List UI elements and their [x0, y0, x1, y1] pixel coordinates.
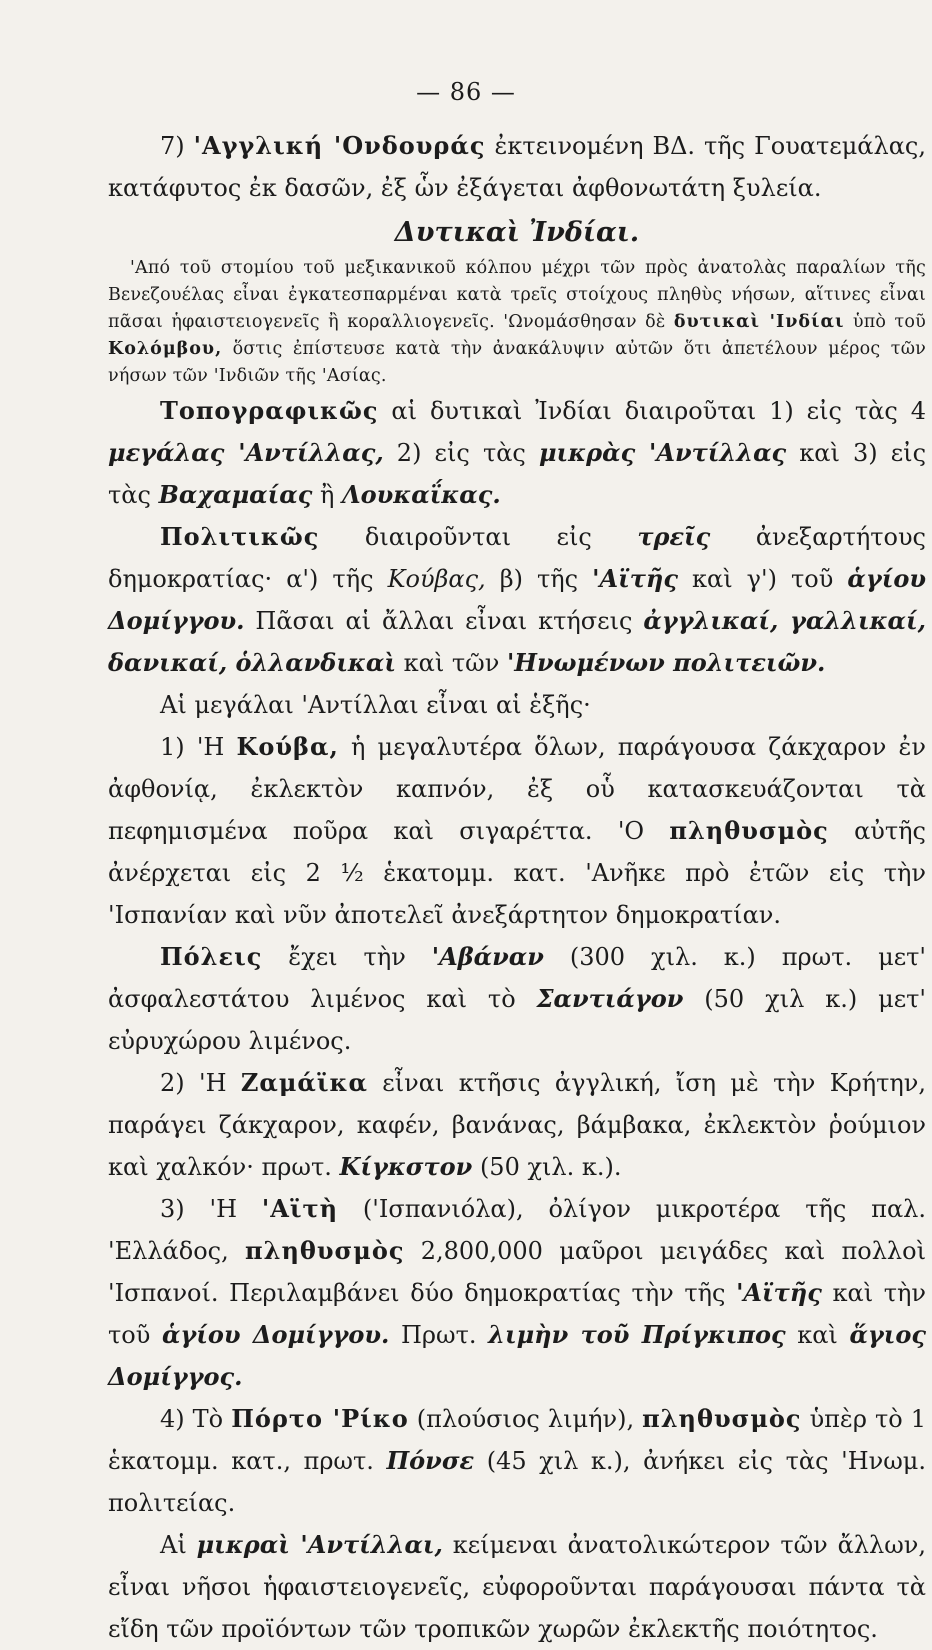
paragraph-text: Αἱ: [160, 1531, 197, 1559]
paragraph-cities: [108, 936, 926, 1062]
italic-term: 'Ηνωμένων πολιτειῶν.: [506, 648, 826, 677]
paragraph-haiti: [108, 1188, 926, 1398]
place-name: Ζαμάϊκα: [240, 1068, 368, 1097]
paragraph-text: ἢ: [312, 481, 342, 509]
paragraph-text: (45 χιλ κ.), ἀνήκει εἰς τὰς 'Ηνωμ. πολιτείας.: [108, 1447, 927, 1517]
paragraph-text: ('Ισπανιόλα), ὀλίγον μικροτέρα τῆς παλ. 'Ελλάδος,: [108, 1195, 927, 1265]
italic-term: 'Αβάναν: [431, 942, 544, 971]
italic-term: μεγάλας 'Αντίλλας,: [108, 438, 384, 467]
emphasis-term: δυτικαὶ 'Ινδίαι: [673, 312, 845, 332]
paragraph-text: (50 χιλ κ.) μετ' εὐρυχώρου λιμένος.: [108, 985, 927, 1055]
paragraph-text: καὶ τῶν: [396, 649, 507, 677]
paragraph-text: (300 χιλ. κ.) πρωτ. μετ' ἀσφαλεστάτου λιμένος καὶ τὸ: [108, 943, 926, 1013]
paragraph-text: αὐτῆς ἀνέρχεται εἰς 2 ½ ἑκατομμ. κατ. 'Ανῆκε πρὸ ἐτῶν εἰς τὴν 'Ισπανίαν καὶ νῦν ἀποτελεῖ ἀνεξάρτητον δημοκρατίαν.: [108, 817, 926, 929]
emphasis-term: πληθυσμὸς: [669, 816, 829, 845]
paragraph-text: εἶναι κτῆσις ἀγγλική, ἴση μὲ τὴν Κρήτην, παράγει ζάκχαρον, καφέν, βανάνας, βάμβακα, ἐκλεκτὸν ῥούμιον καὶ χαλκόν· πρωτ.: [108, 1069, 927, 1181]
paragraph-text: ἐκτεινομένη ΒΔ. τῆς Γουατεμάλας, κατάφυτος ἐκ δασῶν, ἐξ ὧν ἐξάγεται ἀφθονωτάτη ξυλεία.: [108, 132, 926, 202]
paragraph-topographic: [108, 390, 926, 516]
paragraph-jamaica: [108, 1062, 926, 1188]
italic-term: ἅγιος Δομίγγος.: [108, 1320, 926, 1391]
paragraph-text: (πλούσιος λιμήν),: [408, 1405, 643, 1433]
page-text: [108, 125, 926, 1650]
italic-term: Σαντιάγον: [536, 984, 684, 1013]
italic-term: 'Αϊτῆς: [592, 564, 678, 593]
paragraph-text: διαιροῦνται εἰς: [319, 523, 638, 551]
paragraph-text: καὶ τὴν τοῦ: [108, 1279, 926, 1349]
paragraph-text: Πᾶσαι αἱ ἄλλαι εἶναι κτήσεις: [244, 607, 644, 635]
italic-term: μικραὶ 'Αντίλλαι,: [196, 1530, 443, 1559]
place-name: Πόρτο 'Ρίκο: [231, 1404, 409, 1433]
paragraph-text: ἀνεξαρτήτους δημοκρατίας· α') τῆς: [108, 523, 926, 593]
italic-term: Κούβας,: [387, 565, 486, 593]
lead-term: Πόλεις: [160, 942, 263, 971]
italic-term: λιμὴν τοῦ Πρίγκιπος: [488, 1320, 786, 1349]
paragraph-text: αἱ δυτικαὶ Ἰνδίαι διαιροῦται 1) εἰς τὰς 4: [378, 397, 926, 425]
italic-term: ἀγγλικαί, γαλλικαί, δανικαί, ὁλλανδικαὶ: [108, 606, 926, 677]
paragraph-text: ἔχει τὴν: [262, 943, 432, 971]
paragraph-text: Πρωτ.: [389, 1321, 489, 1349]
item-number: 7): [160, 132, 194, 160]
place-name: 'Αγγλική 'Ονδουράς: [193, 131, 486, 160]
page-number: — 86 —: [416, 78, 516, 106]
italic-term: 'Αϊτῆς: [736, 1278, 822, 1307]
italic-term: Πόνσε: [386, 1446, 475, 1475]
italic-term: ἁγίου Δομίγγου.: [108, 564, 926, 635]
place-name: Κούβα,: [236, 732, 339, 761]
emphasis-term: πληθυσμὸς: [642, 1404, 802, 1433]
paragraph-political: [108, 516, 926, 684]
paragraph-text: καὶ γ') τοῦ: [677, 565, 848, 593]
paragraph-text: 2,800,000 μαῦροι μειγάδες καὶ πολλοὶ 'Ισπανοί. Περιλαμβάνει δύο δημοκρατίας τὴν τῆς: [108, 1237, 927, 1307]
paragraph-text: ὑπὸ τοῦ: [844, 312, 926, 332]
paragraph-text: 2) εἰς τὰς: [383, 439, 539, 467]
lead-term: Πολιτικῶς: [160, 522, 320, 551]
paragraph-text: 1) 'Η: [160, 733, 237, 761]
italic-term: Κίγκστον: [339, 1152, 473, 1181]
paragraph-text: ἡ μεγαλυτέρα ὅλων, παράγουσα ζάκχαρον ἐν ἀφθονίᾳ, ἐκλεκτὸν καπνόν, ἐξ οὗ κατασκευάζονται τὰ πεφημισμένα ποῦρα καὶ σιγαρέττα. 'Ο: [108, 733, 926, 845]
paragraph-puerto-rico: [108, 1398, 926, 1524]
paragraph-text: κείμεναι ἀνατολικώτερον τῶν ἄλλων, εἶναι νῆσοι ἡφαιστειογενεῖς, εὐφοροῦνται παράγουσαι πάντα τὰ εἴδη τῶν προϊόντων τῶν τροπικῶν χωρῶν ἐκλεκτῆς ποιότητος.: [108, 1531, 927, 1643]
paragraph-lesser-antilles: [108, 1524, 926, 1650]
lead-term: Τοπογραφικῶς: [160, 396, 379, 425]
paragraph-text: καὶ 3) εἰς τὰς: [108, 439, 927, 509]
paragraph-text: 3) 'Η: [160, 1195, 262, 1223]
paragraph-text: (50 χιλ. κ.).: [472, 1153, 622, 1181]
paragraph-text: 'Από τοῦ στομίου τοῦ μεξικανικοῦ κόλπου μέχρι τῶν πρὸς ἀνατολὰς παραλίων τῆς Βενεζουέλας εἶναι ἐγκατεσπαρμέναι κατὰ τρεῖς στοίχους πληθὺς νήσων, αἵτινες εἶναι πᾶσαι ἡφαιστειογενεῖς ἢ κοραλλιογενεῖς. 'Ωνομάσθησαν δὲ: [108, 258, 926, 332]
italic-term: τρεῖς: [637, 522, 711, 551]
place-name: 'Αϊτὴ: [261, 1194, 339, 1223]
paragraph-text: β) τῆς: [485, 565, 593, 593]
section-heading: Δυτικαὶ Ἰνδίαι.: [394, 217, 640, 248]
italic-term: μικρὰς 'Αντίλλας: [538, 438, 787, 467]
paragraph-text: 4) Τὸ: [160, 1405, 232, 1433]
emphasis-term: πληθυσμὸς: [245, 1236, 405, 1265]
paragraph-text: 2) 'Η: [160, 1069, 241, 1097]
italic-term: Λουκαΐκας.: [341, 480, 501, 509]
paragraph-text: ὑπὲρ τὸ 1 ἑκατομμ. κατ., πρωτ.: [108, 1405, 927, 1475]
paragraph-great-antilles-intro: Αἱ μεγάλαι 'Αντίλλαι εἶναι αἱ ἑξῆς·: [160, 691, 591, 719]
italic-term: ἁγίου Δομίγγου.: [161, 1320, 390, 1349]
emphasis-term: Κολόμβου,: [108, 339, 223, 359]
paragraph-west-indies-intro: [108, 255, 926, 390]
paragraph-text: καὶ: [785, 1321, 850, 1349]
paragraph-text: ὅστις ἐπίστευσε κατὰ τὴν ἀνακάλυψιν αὐτῶν ὅτι ἀπετέλουν μέρος τῶν νήσων τῶν 'Ινδιῶν τῆς 'Ασίας.: [108, 339, 926, 386]
paragraph-cuba: [108, 726, 926, 936]
italic-term: Βαχαμαίας: [158, 480, 313, 509]
paragraph-honduras: [108, 125, 926, 209]
